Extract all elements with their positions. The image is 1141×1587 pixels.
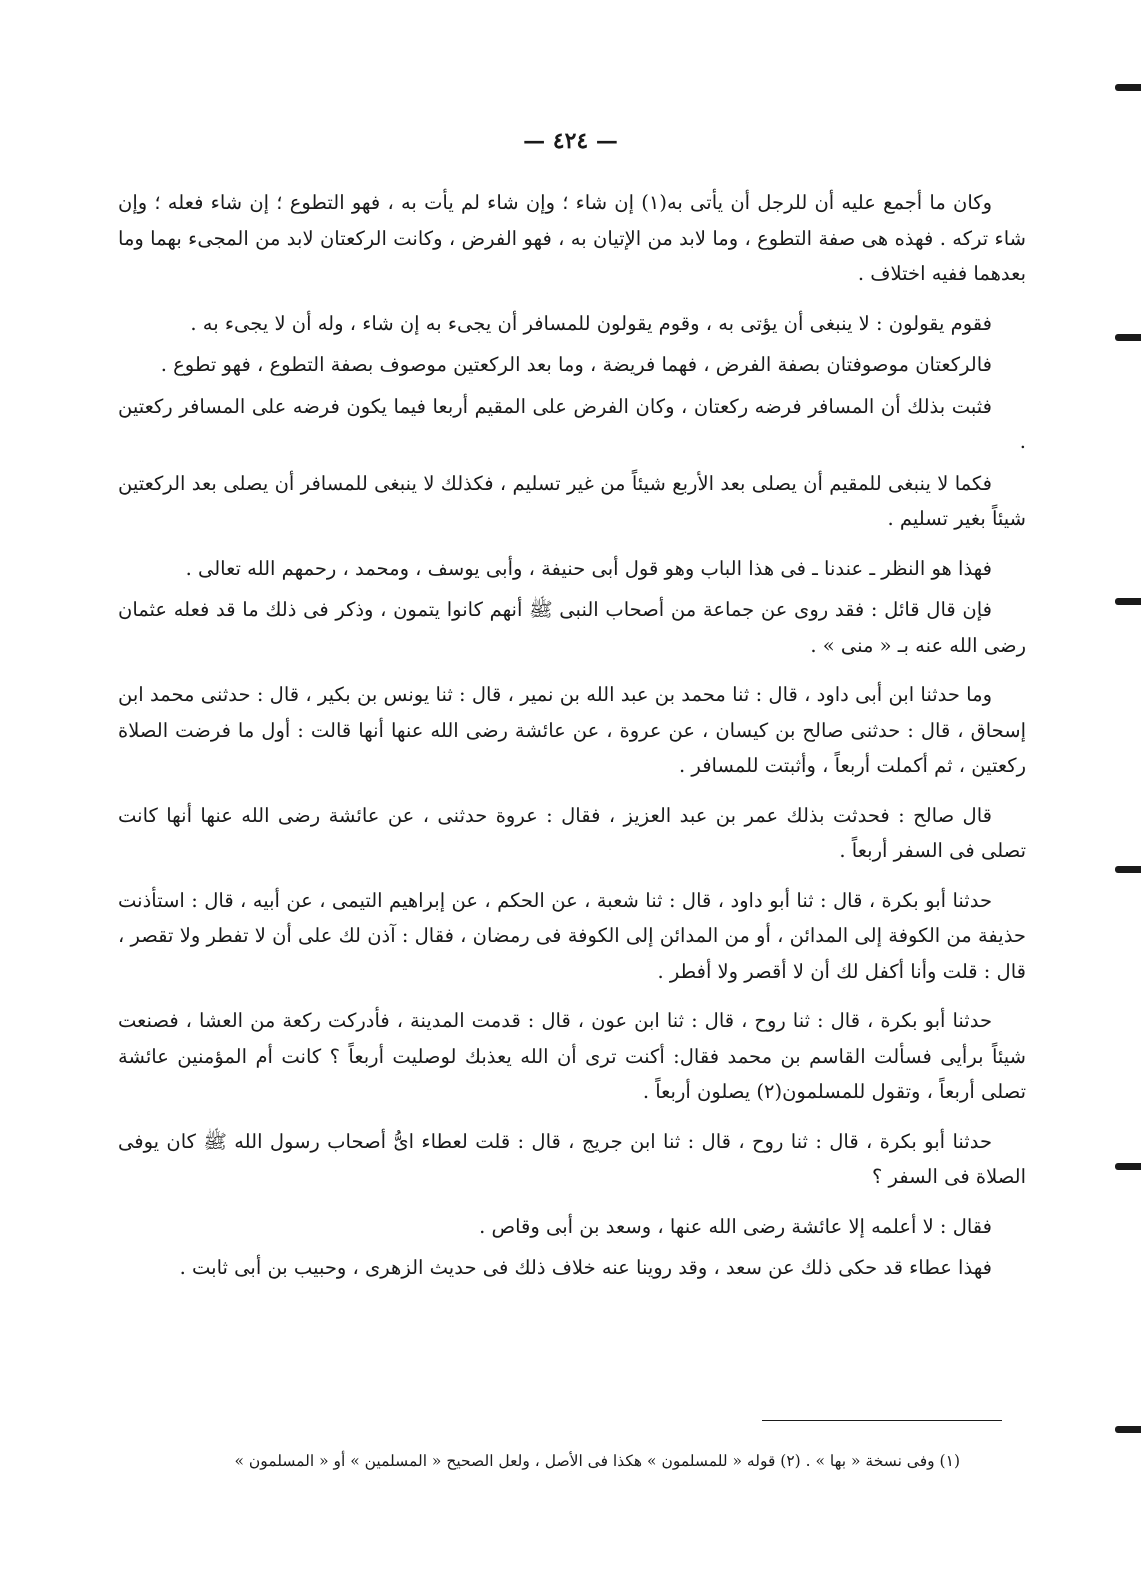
- paragraph-3: فالركعتان موصوفتان بصفة الفرض ، فهما فريضة ، وما بعد الركعتين موصوف بصفة التطوع ، فهو تطوع .: [160, 353, 992, 376]
- paragraph-12: حدثنا أبو بكرة ، قال : ثنا روح ، قال : ثنا ابن جريج ، قال : قلت لعطاء اىُّ أصحاب رسول الله ﷺ كان يوفى الصلاة فى السفر ؟: [118, 1129, 1026, 1188]
- edge-scan-mark-4: [1115, 866, 1141, 873]
- edge-scan-mark-5: [1115, 1163, 1141, 1170]
- paragraph-1: وكان ما أجمع عليه أن للرجل أن يأتى به(١) إن شاء ؛ وإن شاء لم يأت به ، فهو التطوع ؛ إن شاء فعله ؛ وإن شاء تركه . فهذه هى صفة التطوع ، وما لابد من الإتيان به ، فهو الفرض ، وكانت الركعتان لابد من المجىء بهما وما بعدهما ففيه اختلاف .: [118, 191, 1026, 285]
- footnotes: (١) وفى نسخة « بها » . (٢) قوله « للمسلمون » هكذا فى الأصل ، ولعل الصحيح « المسلمين » أو « المسلمون »: [234, 1452, 960, 1470]
- paragraph-4: فثبت بذلك أن المسافر فرضه ركعتان ، وكان الفرض على المقيم أربعا فيما يكون فرضه على المسافر ركعتين .: [118, 394, 1026, 453]
- page-number: — ٤٢٤ —: [523, 128, 618, 154]
- paragraph-8: وما حدثنا ابن أبى داود ، قال : ثنا محمد بن عبد الله بن نمير ، قال : ثنا يونس بن بكير ، قال : حدثنى محمد ابن إسحاق ، قال : حدثنى صالح بن كيسان ، عن عروة ، عن عائشة رضى الله عنها أنها قالت : أول ما فرضت الصلاة ركعتين ، ثم أكملت أربعاً ، وأثبتت للمسافر .: [118, 683, 1026, 777]
- paragraph-11: حدثنا أبو بكرة ، قال : ثنا روح ، قال : ثنا ابن عون ، قال : قدمت المدينة ، فأدركت ركعة من العشا ، فصنعت شيئاً برأيى فسألت القاسم بن محمد فقال: أكنت ترى أن الله يعذبك لوصليت أربعاً ؟ كانت أم المؤمنين عائشة تصلى أربعاً ، وتقول للمسلمون(٢) يصلون أربعاً .: [118, 1009, 1026, 1103]
- edge-scan-mark-1: [1115, 84, 1141, 91]
- paragraph-10: حدثنا أبو بكرة ، قال : ثنا أبو داود ، قال : ثنا شعبة ، عن الحكم ، عن إبراهيم التيمى ، عن أبيه ، قال : استأذنت حذيفة من الكوفة إلى المدائن ، أو من المدائن إلى الكوفة فى رمضان ، فقال : آذن لك على أن لا تفطر ولا تقصر ، قال : قلت وأنا أكفل لك أن لا أقصر ولا أفطر .: [118, 888, 1026, 983]
- paragraph-7: فإن قال قائل : فقد روى عن جماعة من أصحاب النبى ﷺ أنهم كانوا يتمون ، وذكر فى ذلك ما قد فعله عثمان رضى الله عنه بـ « منى » .: [118, 598, 1026, 657]
- paragraph-13: فقال : لا أعلمه إلا عائشة رضى الله عنها ، وسعد بن أبى وقاص .: [479, 1214, 992, 1238]
- edge-scan-mark-2: [1115, 334, 1141, 341]
- edge-scan-mark-3: [1115, 598, 1141, 605]
- paragraph-14: فهذا عطاء قد حكى ذلك عن سعد ، وقد روينا عنه خلاف ذلك فى حديث الزهرى ، وحبيب بن أبى ثابت .: [179, 1256, 992, 1279]
- footnote-separator: [762, 1420, 1002, 1421]
- edge-scan-mark-6: [1115, 1426, 1141, 1433]
- main-text: [118, 185, 1026, 1292]
- paragraph-2: فقوم يقولون : لا ينبغى أن يؤتى به ، وقوم يقولون للمسافر أن يجىء به إن شاء ، وله أن لا يجىء به .: [190, 311, 992, 335]
- paragraph-5: فكما لا ينبغى للمقيم أن يصلى بعد الأربع شيئاً من غير تسليم ، فكذلك لا ينبغى للمسافر أن يصلى بعد الركعتين شيئاً بغير تسليم .: [118, 471, 1026, 530]
- paragraph-9: قال صالح : فحدثت بذلك عمر بن عبد العزيز ، فقال : عروة حدثنى ، عن عائشة رضى الله عنها أنها كانت تصلى فى السفر أربعاً .: [118, 803, 1026, 862]
- paragraph-6: فهذا هو النظر ـ عندنا ـ فى هذا الباب وهو قول أبى حنيفة ، وأبى يوسف ، ومحمد ، رحمهم الله تعالى .: [185, 556, 992, 580]
